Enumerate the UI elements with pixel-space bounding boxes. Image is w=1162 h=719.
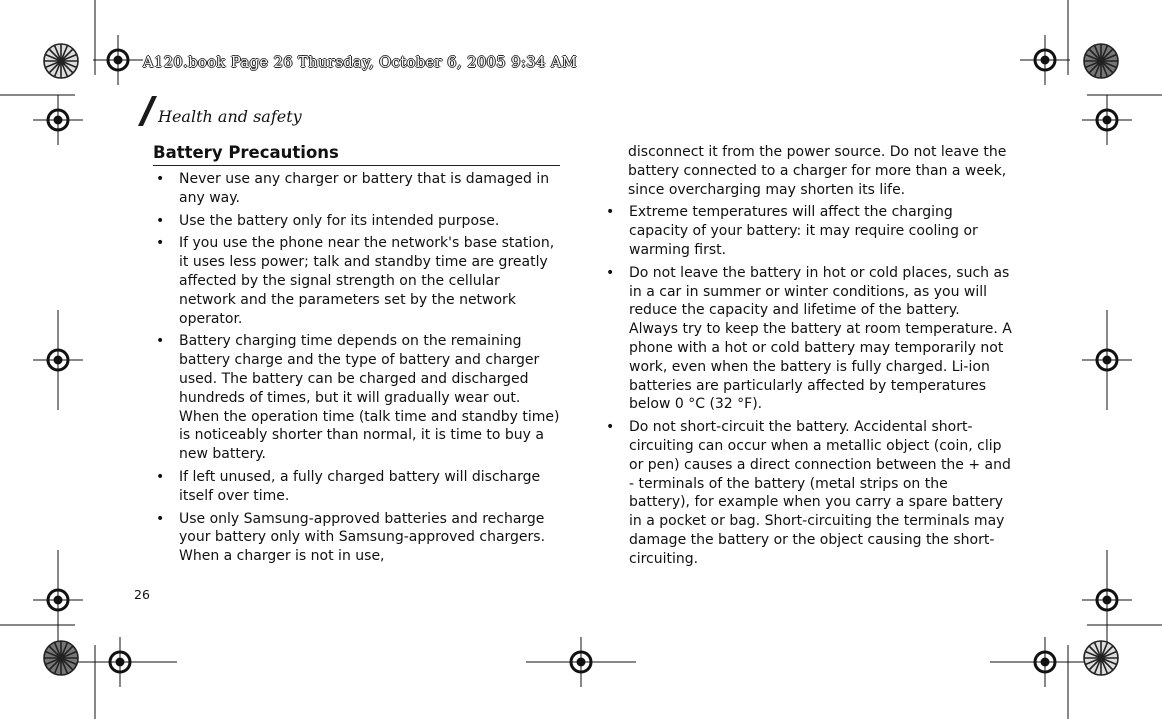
bullet-dot: • xyxy=(606,204,615,221)
list-item xyxy=(153,170,561,208)
list-item-text: If you use the phone near the network's base station, it uses less power; talk and standby time are greatly affected by the signal strength on the cellular network and the parameters set by the network operator. xyxy=(179,235,555,327)
bullet-dot: • xyxy=(156,510,165,527)
bullet-dot: • xyxy=(606,419,615,436)
list-item xyxy=(603,264,1013,414)
list-item-text: If left unused, a fully charged battery will discharge itself over time. xyxy=(179,468,541,504)
left-column xyxy=(153,170,561,570)
crosshair-registration-mark xyxy=(1082,550,1132,650)
book-header-info: A120.book Page 26 Thursday, October 6, 2005 9:34 AM xyxy=(143,55,578,71)
crosshair-registration-mark xyxy=(33,310,83,410)
list-item xyxy=(603,203,1013,259)
list-item-text: Do not leave the battery in hot or cold places, such as in a car in summer or winter conditions, as you will reduce the capacity and lifetime of the battery. Always try to keep the battery at room temperature. A phone with a hot or cold battery may temporarily not work, even when the battery is fully charged. Li-ion batteries are particularly affected by temperatures below 0 °C (32 °F). xyxy=(629,264,1012,413)
list-item xyxy=(153,212,561,231)
crosshair-registration-mark xyxy=(1082,95,1132,145)
bullet-dot: • xyxy=(606,264,615,281)
starburst-registration-mark xyxy=(41,41,81,81)
crosshair-registration-mark xyxy=(1020,35,1070,85)
starburst-registration-mark xyxy=(1081,638,1121,678)
list-item xyxy=(153,234,561,328)
crosshair-registration-mark xyxy=(93,35,143,85)
list-item-text: Extreme temperatures will affect the charging capacity of your battery: it may require cooling or warming first. xyxy=(629,204,978,258)
list-item-text: Never use any charger or battery that is damaged in any way. xyxy=(179,171,550,206)
crosshair-registration-mark xyxy=(33,550,83,650)
page-number: 26 xyxy=(134,587,150,602)
crosshair-registration-mark xyxy=(1082,310,1132,410)
list-item xyxy=(603,418,1013,568)
crosshair-registration-mark xyxy=(526,637,636,687)
crosshair-registration-mark xyxy=(33,95,83,145)
right-column xyxy=(603,143,1013,573)
list-item-text: Use only Samsung-approved batteries and recharge your battery only with Samsung-approved chargers. When a charger is not in use, xyxy=(179,510,546,565)
list-item xyxy=(153,332,561,464)
section-title: Health and safety xyxy=(158,107,302,126)
list-item xyxy=(153,510,561,566)
bullet-dot: • xyxy=(156,333,165,350)
list-item-text: Use the battery only for its intended purpose. xyxy=(179,212,500,229)
list-item-text: Battery charging time depends on the remaining battery charge and the type of battery and charger used. The battery can be charged and discharged hundreds of times, but it will gradually wear out. When the operation time (talk time and standby time) is noticeably shorter than normal, it is time to buy a new battery. xyxy=(179,333,560,463)
bullet-dot: • xyxy=(156,171,165,187)
bullet-dot: • xyxy=(156,235,165,252)
starburst-registration-mark xyxy=(1081,41,1121,81)
section-heading: Battery Precautions xyxy=(153,143,560,166)
starburst-registration-mark xyxy=(41,638,81,678)
list-item-text: Do not short-circuit the battery. Accidental short-circuiting can occur when a metallic object (coin, clip or pen) causes a direct connection between the + and - terminals of the battery (metal strips on the battery), for example when you carry a spare battery in a pocket or bag. Short-circuiting the terminals may damage the battery or the object causing the short-circuiting. xyxy=(629,419,1011,567)
bullet-dot: • xyxy=(156,468,165,485)
list-item-continuation: disconnect it from the power source. Do not leave the battery connected to a charger for more than a week, since overcharging may shorten its life. xyxy=(628,144,1007,198)
bullet-dot: • xyxy=(156,212,165,229)
list-item xyxy=(153,468,561,506)
crosshair-registration-mark xyxy=(67,637,177,687)
